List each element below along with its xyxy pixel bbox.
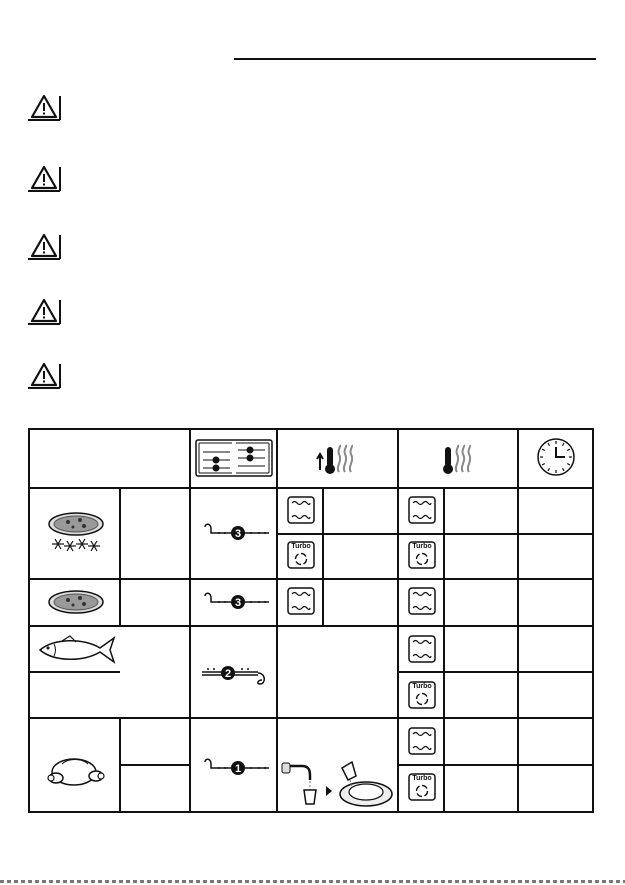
heading-rule [234, 58, 596, 60]
turbo-fan-icon [407, 540, 437, 570]
svg-text:2: 2 [224, 668, 232, 680]
temperature-icon [440, 442, 480, 476]
warning-icon [26, 296, 62, 326]
warning-icon [26, 231, 62, 261]
shelf-level-3-icon [203, 521, 273, 545]
fish-icon [34, 634, 118, 666]
svg-text:3: 3 [234, 597, 242, 609]
page-edge-marks [0, 880, 625, 883]
turbo-fan-icon [407, 680, 437, 710]
top-bottom-heat-icon [286, 495, 316, 525]
turbo-label: Turbo [412, 543, 432, 550]
top-bottom-heat-icon [286, 586, 316, 616]
top-bottom-heat-icon [407, 634, 437, 664]
chicken-icon [46, 746, 106, 790]
shelf-level-2-rack-icon [200, 662, 272, 688]
shelf-level-3-icon [203, 590, 273, 614]
turbo-fan-icon [407, 772, 437, 802]
top-bottom-heat-icon [407, 726, 437, 756]
svg-text:1: 1 [234, 763, 242, 775]
turbo-label: Turbo [412, 775, 432, 782]
warning-icon [26, 92, 62, 122]
turbo-label: Turbo [412, 683, 432, 690]
top-bottom-heat-icon [407, 495, 437, 525]
table-grid [28, 428, 594, 813]
cooking-table [28, 428, 594, 813]
warning-icon [26, 163, 62, 193]
svg-text:3: 3 [234, 528, 242, 540]
top-bottom-heat-icon [407, 586, 437, 616]
turbo-fan-icon [286, 540, 316, 570]
warning-icon [26, 360, 62, 390]
turbo-label: Turbo [291, 543, 311, 550]
preheat-temperature-icon [314, 442, 362, 476]
shelf-level-1-icon [203, 756, 273, 780]
faucet-water-tray-icon [280, 758, 396, 810]
frozen-pizza-icon [46, 506, 106, 554]
shelf-levels-icon [194, 438, 274, 478]
clock-icon [536, 436, 576, 478]
pizza-icon [46, 588, 106, 616]
